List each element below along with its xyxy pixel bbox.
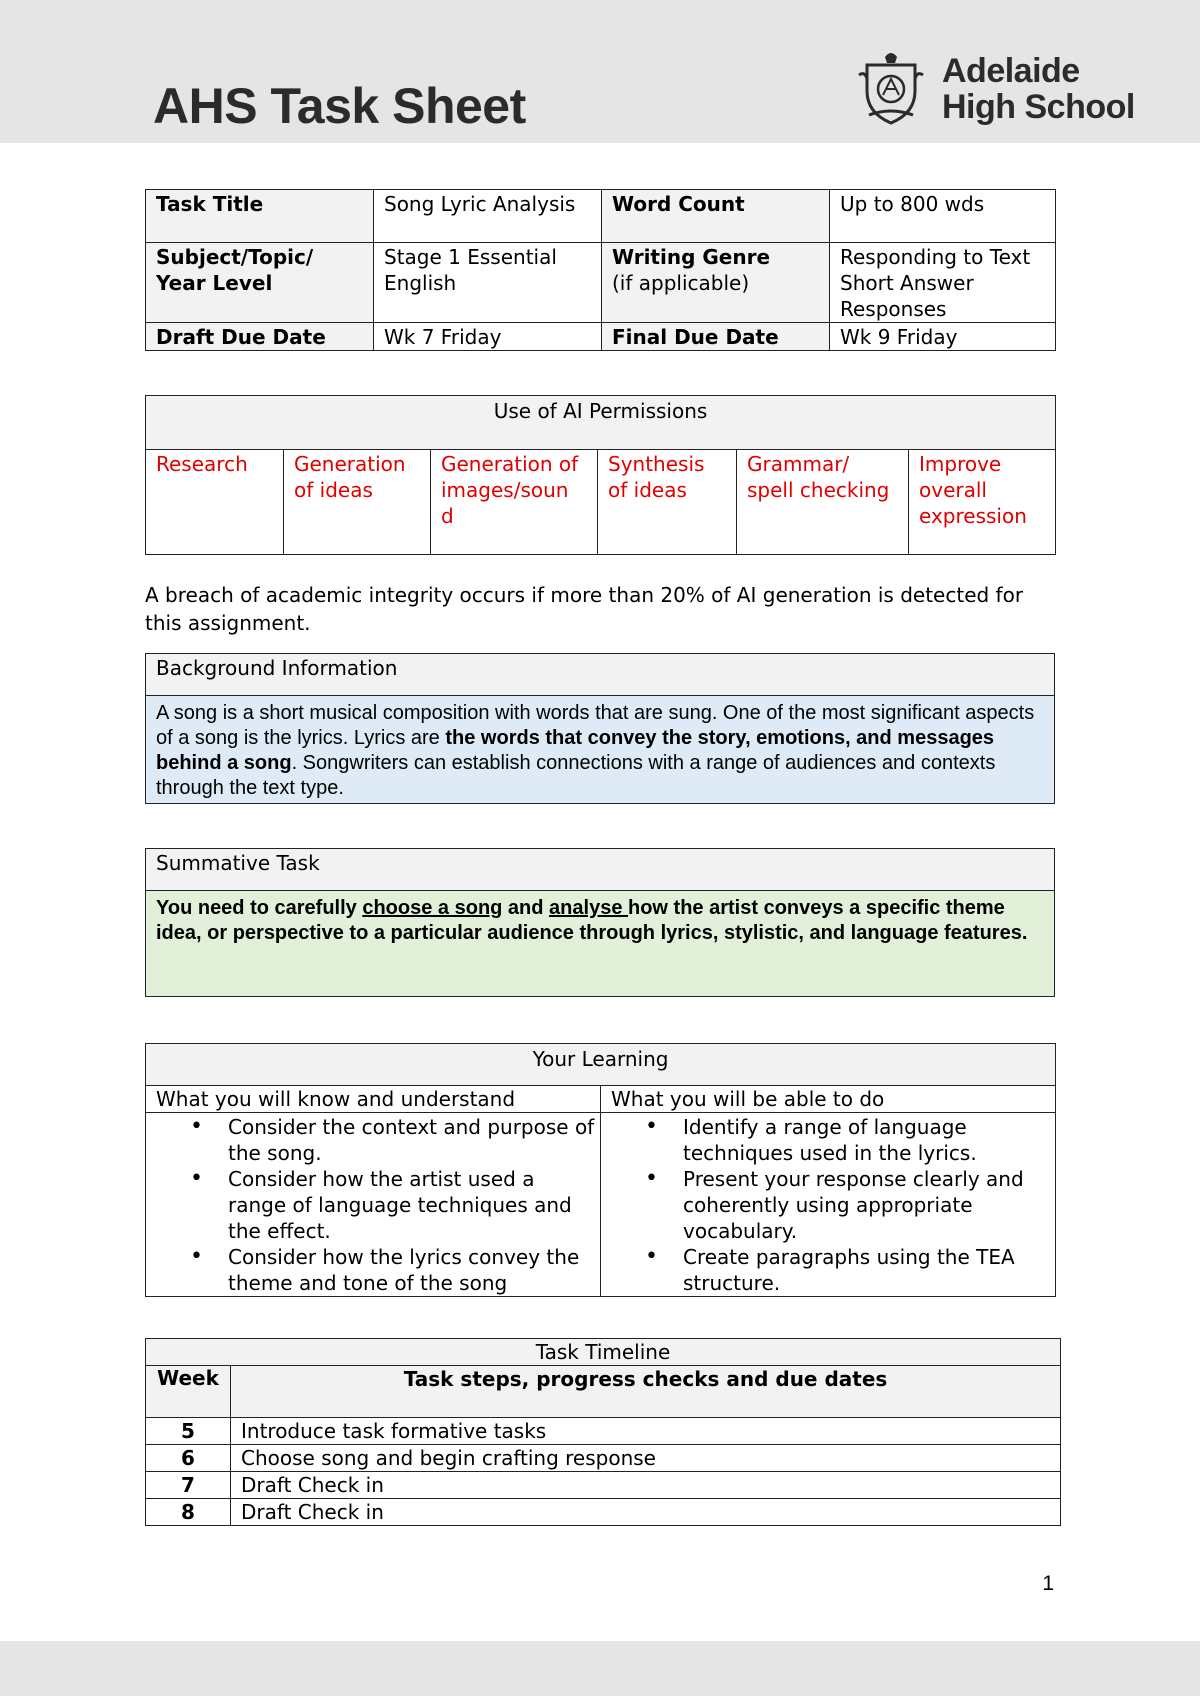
your-learning-table — [145, 1043, 1056, 1297]
task-title-value: Song Lyric Analysis — [374, 190, 602, 243]
background-text-part: . Songwriters can establish connections with a range of audiences and contexts through the text type. — [156, 752, 996, 799]
page-number: 1 — [1042, 1572, 1054, 1595]
list-item: • Consider how the lyrics convey the theme and tone of the song — [228, 1244, 596, 1296]
background-text — [146, 696, 1055, 804]
school-crest-logo — [857, 49, 925, 127]
steps-column-header: Task steps, progress checks and due dates — [231, 1366, 1061, 1418]
genre-note: (if applicable) — [612, 271, 750, 295]
background-text-bold: the words that convey the story, emotions, and messages behind a song — [156, 727, 995, 774]
subject-value: Stage 1 Essential English — [374, 243, 602, 323]
task-timeline-table — [145, 1338, 1061, 1526]
page-title: AHS Task Sheet — [153, 78, 526, 134]
task-step: Draft Check in — [231, 1499, 1061, 1526]
table-row — [146, 1472, 1061, 1499]
footer-band — [0, 1641, 1200, 1696]
know-understand-list — [156, 1114, 596, 1296]
school-name-line1: Adelaide — [942, 52, 1080, 90]
summative-heading: Summative Task — [146, 849, 1055, 891]
genre-label-cell — [602, 243, 830, 323]
list-item: • Create paragraphs using the TEA structure. — [683, 1244, 1051, 1296]
word-count-label: Word Count — [602, 190, 830, 243]
week-number: 7 — [146, 1472, 231, 1499]
draft-due-label: Draft Due Date — [146, 323, 374, 351]
list-item: • Present your response clearly and coherently using appropriate vocabulary. — [683, 1166, 1051, 1244]
able-to-do-list — [611, 1114, 1051, 1296]
summative-analyse: analyse — [549, 897, 628, 919]
summative-text — [146, 891, 1055, 997]
task-title-label: Task Title — [146, 190, 374, 243]
summative-choose-song: choose a song — [362, 897, 503, 919]
background-info-table — [145, 653, 1055, 804]
summative-text-part: how the artist conveys a specific theme idea, or perspective to a particular audience through lyrics, stylistic, and language features. — [156, 897, 1028, 944]
school-name — [942, 53, 1135, 125]
learning-heading: Your Learning — [146, 1044, 1056, 1086]
background-heading: Background Information — [146, 654, 1055, 696]
table-row — [146, 1445, 1061, 1472]
academic-integrity-note: A breach of academic integrity occurs if more than 20% of AI generation is detected for this assignment. — [145, 583, 1024, 635]
final-due-label: Final Due Date — [602, 323, 830, 351]
summative-text-part: You need to carefully — [156, 897, 363, 919]
genre-label: Writing Genre — [612, 245, 771, 269]
ai-permission-item: Generation of images/soun d — [431, 450, 598, 555]
subject-label: Subject/Topic/ Year Level — [146, 243, 374, 323]
word-count-value: Up to 800 wds — [830, 190, 1056, 243]
week-number: 5 — [146, 1418, 231, 1445]
table-row — [146, 1418, 1061, 1445]
task-step: Introduce task formative tasks — [231, 1418, 1061, 1445]
summative-text-part: and — [502, 897, 550, 919]
learning-col1-heading: What you will know and understand — [146, 1086, 601, 1113]
ai-permission-item: Grammar/ spell checking — [737, 450, 909, 555]
ai-permission-item: Synthesis of ideas — [598, 450, 737, 555]
ai-permission-item: Improve overall expression — [909, 450, 1056, 555]
ai-permissions-table — [145, 395, 1056, 555]
learning-col2-heading: What you will be able to do — [601, 1086, 1056, 1113]
school-name-line2: High School — [942, 88, 1135, 126]
background-text-part: A song is a short musical composition with words that are sung. One of the most significant aspects of a song is the lyrics. Lyrics are — [156, 702, 1035, 749]
ai-permission-item: Generation of ideas — [284, 450, 431, 555]
task-step: Choose song and begin crafting response — [231, 1445, 1061, 1472]
week-column-header: Week — [146, 1366, 231, 1418]
list-item: • Consider how the artist used a range of language techniques and the effect. — [228, 1166, 596, 1244]
task-step: Draft Check in — [231, 1472, 1061, 1499]
final-due-value: Wk 9 Friday — [830, 323, 1056, 351]
list-item: • Identify a range of language techniques used in the lyrics. — [683, 1114, 1051, 1166]
summative-task-table — [145, 848, 1055, 997]
table-row — [146, 1499, 1061, 1526]
week-number: 6 — [146, 1445, 231, 1472]
ai-permissions-heading: Use of AI Permissions — [146, 396, 1056, 450]
ai-permission-item: Research — [146, 450, 284, 555]
draft-due-value: Wk 7 Friday — [374, 323, 602, 351]
timeline-heading: Task Timeline — [146, 1339, 1061, 1366]
task-info-table — [145, 189, 1056, 351]
week-number: 8 — [146, 1499, 231, 1526]
genre-value: Responding to Text Short Answer Responses — [830, 243, 1056, 323]
list-item: • Consider the context and purpose of the song. — [228, 1114, 596, 1166]
